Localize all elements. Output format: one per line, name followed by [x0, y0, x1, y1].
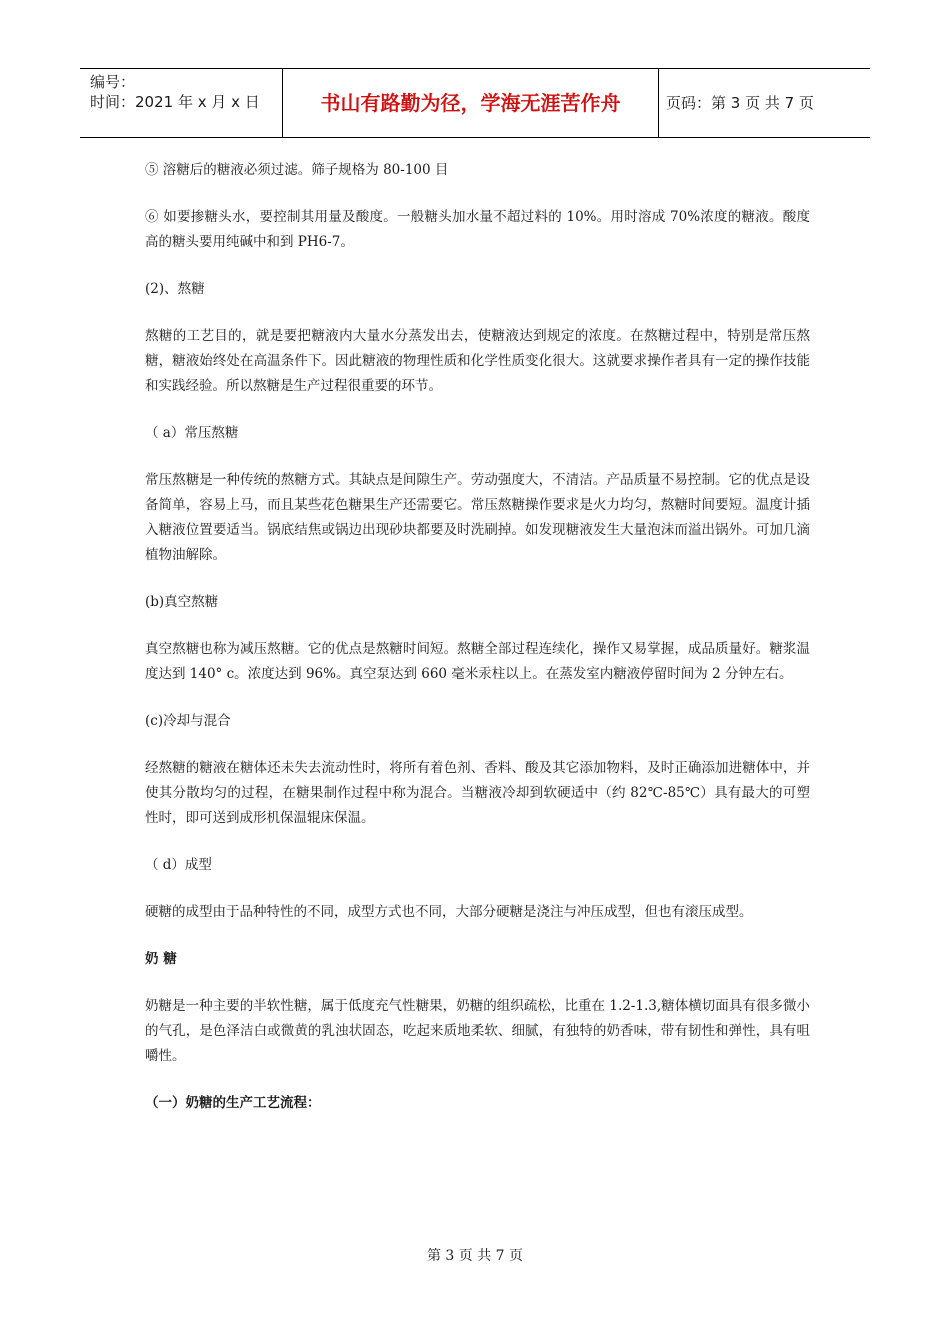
paragraph: （ d）成型 [145, 857, 212, 873]
paragraph: ⑤ 溶糖后的糖液必须过滤。筛子规格为 80-100 目 [145, 162, 449, 178]
paragraph: (2)、熬糖 [145, 281, 205, 297]
page-footer: 第 3 页 共 7 页 [426, 1248, 524, 1264]
paragraph: 真空熬糖也称为减压熬糖。它的优点是熬糖时间短。熬糖全部过程连续化，操作又易掌握，成品质量好。糖浆温度达到 140° c。浓度达到 96%。真空泵达到 660 毫米汞柱以上。在蒸发室内糖液停留时间为 2 分钟左右。 [145, 641, 810, 682]
page-number-label: 页码：第 3 页 共 7 页 [666, 94, 814, 112]
paragraph: (b)真空熬糖 [145, 594, 219, 610]
paragraph: 硬糖的成型由于品种特性的不同，成型方式也不同，大部分硬糖是浇注与冲压成型，但也有滚压成型。 [145, 904, 753, 920]
paragraph: ⑥ 如要掺糖头水，要控制其用量及酸度。一般糖头加水量不超过料的 10%。用时溶成 70%浓度的糖液。酸度高的糖头要用纯碱中和到 PH6-7。 [145, 209, 810, 250]
motto-text: 书山有路勤为径，学海无涯苦作舟 [283, 69, 659, 137]
paragraph: 熬糖的工艺目的，就是要把糖液内大量水分蒸发出去，使糖液达到规定的浓度。在熬糖过程中，特别是常压熬糖，糖液始终处在高温条件下。因此糖液的物理性质和化学性质变化很大。这就要求操作者具有一定的操作技能和实践经验。所以熬糖是生产过程很重要的环节。 [145, 328, 810, 394]
paragraph: （ a）常压熬糖 [145, 425, 239, 441]
section-heading: 奶 糖 [145, 951, 177, 967]
paragraph: 经熬糖的糖液在糖体还未失去流动性时，将所有着色剂、香料、酸及其它添加物料，及时正确添加进糖体中，并使其分散均匀的过程，在糖果制作过程中称为混合。当糖液冷却到软硬适中（约 82℃-85℃）具有最大的可塑性时，即可送到成形机保温辊床保温。 [145, 760, 810, 826]
header-meta-cell [80, 69, 283, 137]
time-label: 时间：2021 年 x 月 x 日 [90, 93, 260, 111]
paragraph: 奶糖是一种主要的半软性糖，属于低度充气性糖果，奶糖的组织疏松，比重在 1.2-1.3,糖体横切面具有很多微小的气孔，是色泽洁白或微黄的乳浊状固态，吃起来质地柔软、细腻，有独特的奶香味，带有韧性和弹性，具有咀嚼性。 [145, 998, 810, 1064]
section-heading: （一）奶糖的生产工艺流程： [145, 1095, 321, 1111]
page-header [80, 68, 870, 138]
number-label: 编号： [90, 73, 136, 91]
paragraph: (c)冷却与混合 [145, 713, 231, 729]
document-body [145, 158, 810, 1138]
paragraph: 常压熬糖是一种传统的熬糖方式。其缺点是间隙生产。劳动强度大，不清洁。产品质量不易控制。它的优点是设备简单，容易上马，而且某些花色糖果生产还需要它。常压熬糖操作要求是火力均匀，熬糖时间要短。温度计插入糖液位置要适当。锅底结焦或锅边出现砂块都要及时洗刷掉。如发现糖液发生大量泡沫而溢出锅外。可加几滴植物油解除。 [145, 472, 810, 563]
